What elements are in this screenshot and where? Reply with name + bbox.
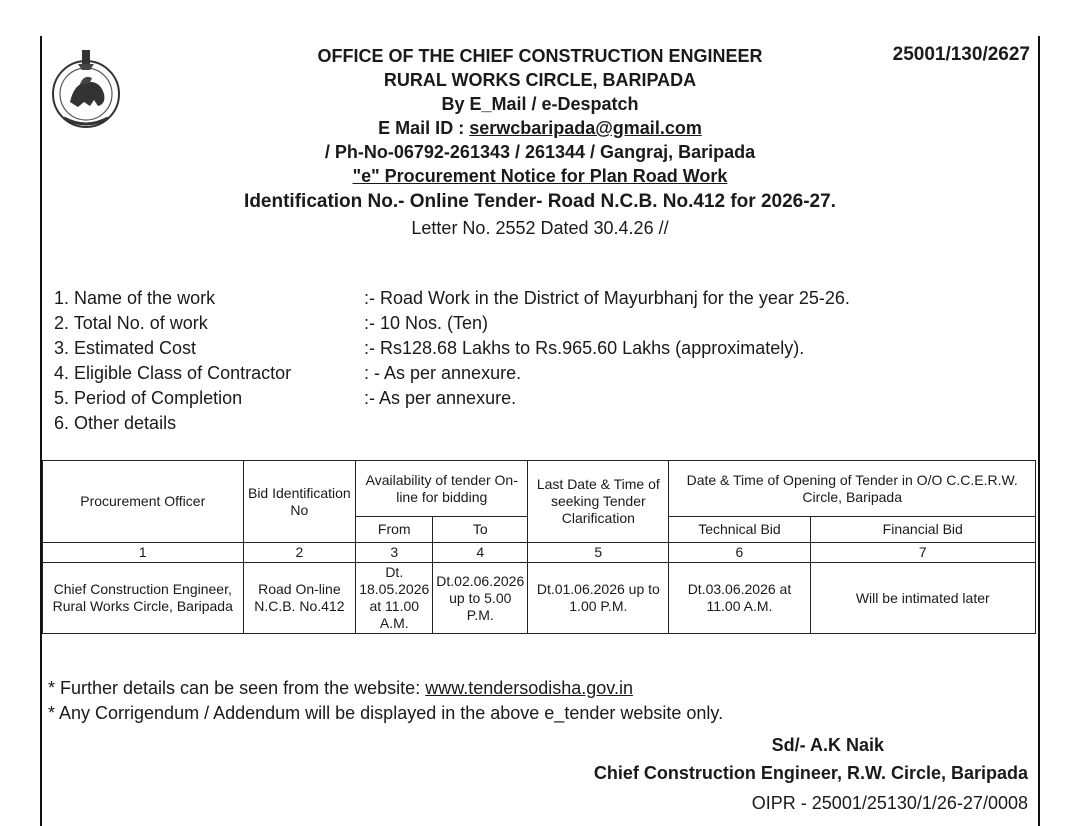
- notice-title: "e" Procurement Notice for Plan Road Work: [352, 166, 728, 186]
- header-technical-bid: Technical Bid: [669, 517, 810, 543]
- detail-value: : - As per annexure.: [364, 363, 522, 383]
- cell-bid-identification: Road On-line N.C.B. No.412: [243, 563, 356, 634]
- column-number: 6: [669, 543, 810, 563]
- header-financial-bid: Financial Bid: [810, 517, 1035, 543]
- signatory-designation: Chief Construction Engineer, R.W. Circle, Baripada: [593, 763, 1028, 783]
- detail-value: :- Rs128.68 Lakhs to Rs.965.60 Lakhs (approximately).: [364, 338, 805, 358]
- email-line: [0, 116, 1080, 140]
- header-to: To: [433, 517, 528, 543]
- reference-number: 25001/130/2627: [892, 44, 1030, 65]
- column-number: 2: [243, 543, 356, 563]
- column-number-row: [43, 543, 1036, 563]
- cell-procurement-officer: Chief Construction Engineer, Rural Works Circle, Baripada: [43, 563, 244, 634]
- website-note-text: * Further details can be seen from the website:: [48, 678, 426, 698]
- website-link[interactable]: www.tendersodisha.gov.in: [425, 678, 633, 698]
- oipr-number: OIPR - 25001/25130/1/26-27/0008: [751, 793, 1028, 813]
- table-row: [43, 563, 1036, 634]
- column-number: 7: [810, 543, 1035, 563]
- email-link[interactable]: serwcbaripada@gmail.com: [469, 118, 702, 138]
- phone-line: / Ph-No-06792-261343 / 261344 / Gangraj, Baripada: [324, 142, 756, 162]
- header-procurement-officer: Procurement Officer: [43, 461, 244, 543]
- signatory-name: Sd/- A.K Naik: [771, 735, 884, 755]
- cell-financial-bid: Will be intimated later: [810, 563, 1035, 634]
- cell-last-date: Dt.01.06.2026 up to 1.00 P.M.: [528, 563, 669, 634]
- detail-value: :- Road Work in the District of Mayurbhanj for the year 25-26.: [364, 288, 850, 308]
- cell-technical-bid: Dt.03.06.2026 at 11.00 A.M.: [669, 563, 810, 634]
- email-label: E Mail ID :: [378, 118, 470, 138]
- detail-key: 1. Name of the work: [54, 288, 216, 308]
- tender-schedule-table: [42, 460, 1036, 634]
- office-title: OFFICE OF THE CHIEF CONSTRUCTION ENGINEER: [317, 46, 763, 66]
- detail-value: :- As per annexure.: [364, 388, 517, 408]
- detail-key: 3. Estimated Cost: [54, 338, 197, 358]
- detail-key: 6. Other details: [54, 413, 177, 433]
- letter-line: Letter No. 2552 Dated 30.4.26 //: [411, 218, 669, 238]
- column-number: 3: [356, 543, 433, 563]
- circle-title: RURAL WORKS CIRCLE, BARIPADA: [383, 70, 697, 90]
- column-number: 1: [43, 543, 244, 563]
- header-from: From: [356, 517, 433, 543]
- identification-line: Identification No.- Online Tender- Road N.C.B. No.412 for 2026-27.: [244, 191, 836, 212]
- header-bid-identification: Bid Identification No: [243, 461, 356, 543]
- cell-to: Dt.02.06.2026 up to 5.00 P.M.: [433, 563, 528, 634]
- header-last-date: Last Date & Time of seeking Tender Clarification: [528, 461, 669, 543]
- detail-value: :- 10 Nos. (Ten): [364, 313, 489, 333]
- detail-key: 4. Eligible Class of Contractor: [54, 363, 292, 383]
- website-note: [48, 676, 633, 700]
- header-availability: Availability of tender On-line for bidding: [356, 461, 528, 517]
- header-opening: Date & Time of Opening of Tender in O/O C.C.E.R.W. Circle, Baripada: [669, 461, 1036, 517]
- column-number: 5: [528, 543, 669, 563]
- despatch-mode: By E_Mail / e-Despatch: [441, 94, 639, 114]
- corrigendum-note: * Any Corrigendum / Addendum will be displayed in the above e_tender website only.: [48, 703, 724, 723]
- detail-key: 2. Total No. of work: [54, 313, 208, 333]
- cell-from: Dt. 18.05.2026 at 11.00 A.M.: [356, 563, 433, 634]
- detail-key: 5. Period of Completion: [54, 388, 243, 408]
- column-number: 4: [433, 543, 528, 563]
